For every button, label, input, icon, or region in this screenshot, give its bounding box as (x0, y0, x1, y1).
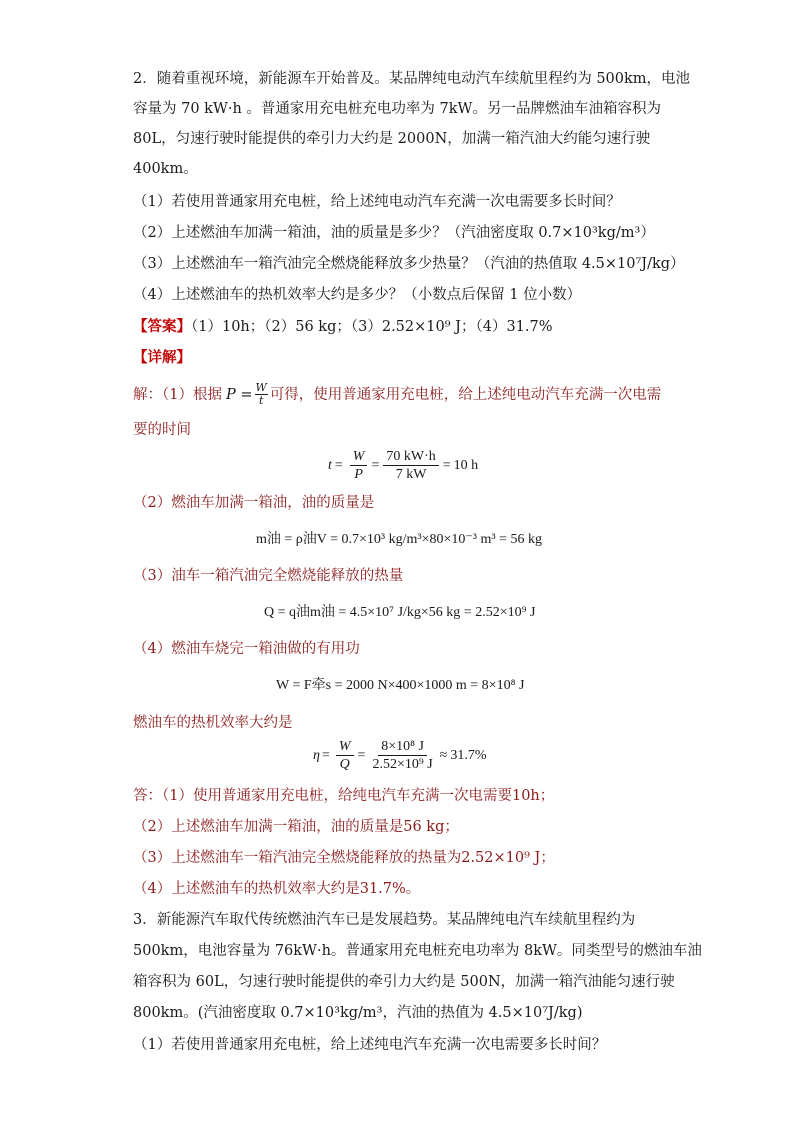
eq1-frac-wp (350, 448, 368, 483)
equation-heat-released: Q = q油m油 = 4.5×10⁷ J/kg×56 kg = 2.52×10⁹ J (264, 605, 536, 620)
solution-intro-suffix: 可得，使用普通家用充电桩，给上述纯电动汽车充满一次电需 (269, 386, 662, 403)
q2-stem-line-1: 2．随着重视环境，新能源车开始普及。某品牌纯电动汽车续航里程约为 500km，电池 (133, 71, 691, 87)
conclusion-line-3: （3）上述燃油车一箱汽油完全燃烧能释放的热量为2.52×10⁹ J； (133, 850, 555, 866)
solution-intro-line (133, 382, 661, 407)
eq5-num-2: 8×10⁸ J (378, 738, 427, 756)
q3-question-1: （1）若使用普通家用充电桩，给上述纯电汽车充满一次电需要多长时间？ (133, 1037, 607, 1053)
conclusion-line-2: （2）上述燃油车加满一箱油，油的质量是56 kg； (133, 819, 459, 835)
solution-intro-line-2: 要的时间 (133, 422, 191, 438)
step-4-label: （4）燃油车烧完一箱油做的有用功 (133, 641, 360, 657)
q2-stem-line-3: 80L，匀速行驶时能提供的牵引力大约是 2000N，加满一箱汽油大约能匀速行驶 (133, 131, 651, 147)
eq5-result: 31.7% (450, 747, 487, 763)
equation-useful-work: W = F牵s = 2000 N×400×1000 m = 8×10⁸ J (276, 678, 525, 693)
q3-stem-line-1: 3．新能源汽车取代传统燃油汽车已是发展趋势。某品牌纯电汽车续航里程约为 (133, 912, 636, 928)
detail-tag: 【详解】 (133, 349, 191, 366)
eq5-den-2: 2.52×10⁹ J (372, 757, 433, 772)
step-2-label: （2）燃油车加满一箱油，油的质量是 (133, 495, 375, 511)
answer-tag: 【答案】 (133, 318, 191, 335)
solution-intro-prefix: 解：（1）根据 (133, 386, 222, 403)
q3-stem-line-4: 800km。(汽油密度取 0.7×10³kg/m³，汽油的热值为 4.5×10⁷J/kg) (133, 1005, 583, 1021)
eq1-lhs: t (328, 457, 332, 473)
q2-question-2: （2）上述燃油车加满一箱油，油的质量是多少？（汽油密度取 0.7×10³kg/m³） (133, 225, 655, 241)
eq5-frac-wq (336, 738, 354, 773)
equation-oil-mass: m油 = ρ油V = 0.7×10³ kg/m³×80×10⁻³ m³ = 56 kg (256, 532, 542, 547)
equation-efficiency: η = $\frac{W}{Q}$ = $\frac{\text{8×10⁸ J}}{\text{2.52×10⁹ J}}$ ≈ 31.7% (313, 739, 487, 772)
answer-text: （1）10h；（2）56 kg；（3）2.52×10⁹ J；（4）31.7% (191, 319, 553, 335)
q3-stem-line-3: 箱容积为 60L，匀速行驶时能提供的牵引力大约是 500N，加满一箱汽油能匀速行驶 (133, 974, 675, 990)
step-3-label: （3）油车一箱汽油完全燃烧能释放的热量 (133, 568, 404, 584)
conclusion-line-1: 答：（1）使用普通家用充电桩，给纯电汽车充满一次电需要10h； (133, 788, 555, 804)
q2-question-1: （1）若使用普通家用充电桩，给上述纯电动汽车充满一次电需要多长时间？ (133, 194, 621, 210)
q3-stem-line-2: 500km，电池容量为 76kW·h。普通家用充电桩充电功率为 8kW。同类型号的燃油车油 (133, 943, 702, 959)
eq5-frac-values (369, 738, 435, 773)
eq1-den-1: P (354, 467, 363, 482)
eq5-den-1: Q (339, 757, 350, 772)
formula-p-symbol: P = (225, 386, 253, 403)
eq1-den-2: 7 kW (395, 467, 427, 482)
answer-line (133, 318, 553, 336)
eq1-num-2: 70 kW·h (383, 448, 438, 466)
formula-w-over-t: $\frac{W}{t}$ (255, 381, 267, 407)
q2-question-4: （4）上述燃油车的热机效率大约是多少？（小数点后保留 1 位小数） (133, 287, 582, 303)
eq1-frac-values (383, 448, 438, 483)
q2-question-3: （3）上述燃油车一箱汽油完全燃烧能释放多少热量？（汽油的热值取 4.5×10⁷J/kg） (133, 256, 685, 272)
q2-stem-line-2: 容量为 70 kW·h 。普通家用充电桩充电功率为 7kW。另一品牌燃油车油箱容积为 (133, 101, 661, 117)
q2-stem-line-4: 400km。 (133, 161, 198, 177)
equation-charge-time: t = $\frac{W}{P}$ = $\frac{70 kW\cdot h}{7 kW}$ = 10 h (328, 449, 479, 482)
step-5-label: 燃油车的热机效率大约是 (133, 715, 293, 731)
eq1-num-1: W (350, 448, 368, 466)
eq1-result: 10 h (453, 457, 479, 473)
eq5-num-1: W (336, 738, 354, 756)
eq5-lhs: η (313, 747, 320, 763)
conclusion-line-4: （4）上述燃油车的热机效率大约是31.7%。 (133, 881, 421, 897)
